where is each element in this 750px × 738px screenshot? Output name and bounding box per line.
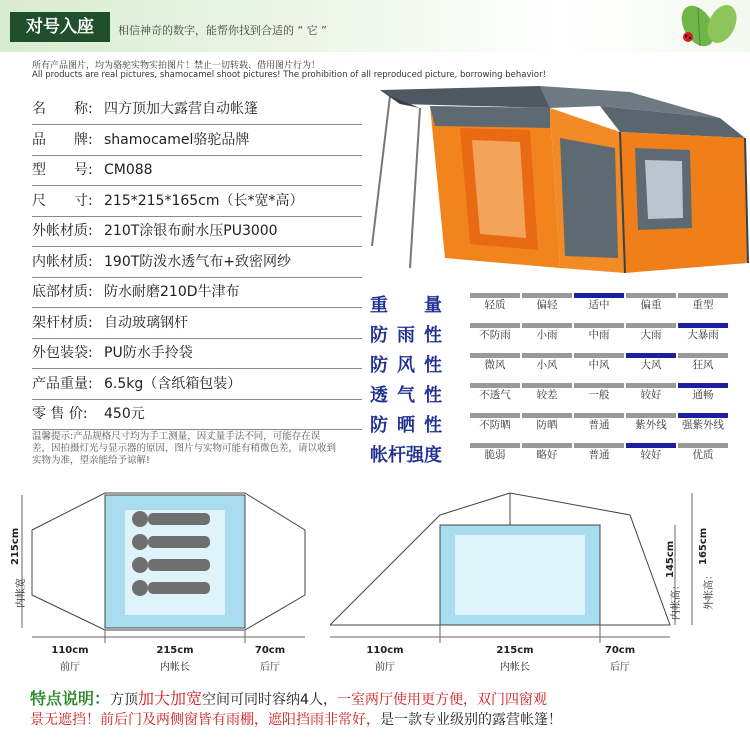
rating-option-text: 重型 bbox=[692, 299, 714, 311]
rating-option bbox=[522, 413, 572, 435]
dimension-value: 215cm bbox=[496, 645, 534, 656]
spec-key: 内帐材质: bbox=[32, 253, 93, 270]
rating-bar bbox=[678, 353, 728, 358]
rating-bar bbox=[522, 413, 572, 418]
rating-option bbox=[470, 293, 520, 315]
rating-bar bbox=[678, 443, 728, 448]
rating-option-text: 一般 bbox=[588, 389, 610, 401]
rating-option-text: 微风 bbox=[484, 359, 506, 371]
rating-option bbox=[522, 383, 572, 405]
rating-bar bbox=[522, 383, 572, 388]
rating-option-text: 小风 bbox=[536, 359, 558, 371]
feature-text-4: 景无遮挡！前后门及两侧窗皆有雨棚，遮阳挡雨非常好， bbox=[30, 712, 380, 728]
spec-key: 零 售 价: bbox=[32, 406, 88, 422]
rating-option-text: 脆弱 bbox=[484, 449, 506, 461]
dimension-label: 后厅 bbox=[260, 662, 280, 673]
spec-key: 品 牌: bbox=[32, 131, 93, 148]
spec-row bbox=[32, 156, 362, 186]
rating-option-text: 通畅 bbox=[692, 389, 714, 401]
rating-option-selected bbox=[626, 443, 676, 465]
rating-bar bbox=[626, 413, 676, 418]
rating-option bbox=[522, 293, 572, 315]
rating-bar bbox=[678, 383, 728, 388]
spec-value: 6.5kg（含纸箱包装） bbox=[104, 375, 242, 392]
spec-row bbox=[32, 370, 362, 400]
spec-key: 架杆材质: bbox=[32, 314, 93, 331]
spec-key: 外帐材质: bbox=[32, 223, 93, 239]
dimension-label: 内帐长 bbox=[160, 662, 190, 673]
rating-bar bbox=[574, 353, 624, 358]
outer-height-value: 165cm bbox=[698, 527, 709, 565]
rating-option-text: 防晒 bbox=[536, 419, 558, 431]
dimension-value: 215cm bbox=[156, 645, 194, 656]
rating-option-text: 大风 bbox=[640, 359, 662, 371]
spec-value: 四方顶加大露营自动帐篷 bbox=[104, 101, 258, 117]
rating-bar bbox=[522, 293, 572, 298]
dimension-label: 后厅 bbox=[610, 662, 630, 673]
rating-option-text: 偏轻 bbox=[536, 299, 558, 311]
feature-line-1 bbox=[30, 686, 547, 709]
rating-bar bbox=[470, 413, 520, 418]
side-view-diagram bbox=[330, 485, 750, 645]
rating-option bbox=[626, 383, 676, 405]
dimension-value: 110cm bbox=[366, 645, 404, 656]
rating-bar bbox=[626, 353, 676, 358]
tent-photo bbox=[360, 78, 750, 278]
spec-row bbox=[32, 400, 362, 430]
rating-label: 防风性 bbox=[370, 355, 451, 376]
rating-bar bbox=[626, 383, 676, 388]
rating-option bbox=[574, 353, 624, 375]
spec-value: 450元 bbox=[104, 406, 145, 422]
spec-value: 210T涂银布耐水压PU3000 bbox=[104, 223, 278, 239]
rating-bar bbox=[678, 323, 728, 328]
spec-key: 底部材质: bbox=[32, 284, 93, 300]
rating-option bbox=[574, 383, 624, 405]
rating-option bbox=[626, 323, 676, 345]
rating-bar bbox=[626, 323, 676, 328]
rating-option-text: 不防晒 bbox=[479, 419, 511, 431]
measurement-note: 温馨提示:产品规格尺寸均为手工测量，因丈量手法不同，可能存在误差，因拍摄灯光与显示器的原因，图片与实物可能有稍微色差，请以收到实物为准，望亲能给予谅解! bbox=[32, 431, 337, 466]
rating-label: 防雨性 bbox=[370, 325, 451, 346]
rating-bar bbox=[470, 353, 520, 358]
inner-width-value: 215cm bbox=[10, 527, 21, 565]
rating-label: 防晒性 bbox=[370, 415, 451, 436]
rating-option-selected bbox=[678, 413, 728, 435]
rating-option-text: 轻质 bbox=[484, 299, 506, 311]
rating-option-text: 大暴雨 bbox=[687, 329, 719, 341]
feature-text-3: 一室两厅使用更方便，双门四窗观 bbox=[336, 692, 547, 708]
rating-option bbox=[574, 413, 624, 435]
rating-bar bbox=[522, 443, 572, 448]
outer-height-label: 外帐高： bbox=[704, 570, 715, 610]
spec-row bbox=[32, 95, 362, 125]
spec-row bbox=[32, 278, 362, 308]
rating-option-text: 适中 bbox=[588, 299, 610, 311]
feature-highlight: 加大加宽 bbox=[138, 689, 203, 708]
inner-height-value: 145cm bbox=[665, 540, 676, 578]
header-banner bbox=[0, 0, 750, 52]
spec-row bbox=[32, 248, 362, 278]
top-view-diagram bbox=[0, 485, 365, 645]
rating-option-selected bbox=[678, 383, 728, 405]
rating-option-text: 中雨 bbox=[588, 329, 610, 341]
rating-option-text: 较差 bbox=[536, 389, 558, 401]
dimension-label: 内帐长 bbox=[500, 662, 530, 673]
rating-option bbox=[574, 323, 624, 345]
header-slogan: 相信神奇的数字，能帮你找到合适的 “ 它 ” bbox=[118, 24, 327, 37]
rating-option bbox=[470, 413, 520, 435]
header-badge: 对号入座 bbox=[10, 12, 110, 42]
spec-value: shamocamel骆驼品牌 bbox=[104, 131, 250, 148]
spec-value: 防水耐磨210D牛津布 bbox=[104, 284, 240, 300]
rating-option-text: 偏重 bbox=[640, 299, 662, 311]
rating-option-selected bbox=[574, 293, 624, 315]
rating-option bbox=[678, 353, 728, 375]
dimension-value: 70cm bbox=[254, 645, 286, 656]
rating-label: 透气性 bbox=[370, 385, 451, 406]
spec-row bbox=[32, 126, 362, 156]
rating-option bbox=[574, 443, 624, 465]
rating-option bbox=[522, 323, 572, 345]
rating-bar bbox=[574, 383, 624, 388]
spec-key: 型 号: bbox=[32, 162, 93, 178]
dimension-label: 前厅 bbox=[375, 662, 395, 673]
spec-value: PU防水手拎袋 bbox=[104, 345, 193, 361]
spec-key: 名 称: bbox=[32, 101, 93, 117]
rating-option bbox=[470, 383, 520, 405]
rating-option bbox=[522, 443, 572, 465]
leaf-ladybug-icon bbox=[670, 2, 745, 50]
rating-option-text: 较好 bbox=[640, 449, 662, 461]
rating-bar bbox=[574, 323, 624, 328]
rating-option-text: 狂风 bbox=[692, 359, 714, 371]
rating-option-text: 普通 bbox=[588, 419, 610, 431]
rating-bar bbox=[678, 293, 728, 298]
feature-text-2: 空间可同时容纳4人， bbox=[202, 692, 337, 708]
spec-row bbox=[32, 339, 362, 369]
copyright-notice-cn: 所有产品图片，均为骆驼实物实拍图片！禁止一切转载、借用图片行为！ bbox=[32, 61, 321, 71]
rating-option-text: 优质 bbox=[692, 449, 714, 461]
spec-value: CM088 bbox=[104, 162, 153, 178]
rating-bar bbox=[574, 293, 624, 298]
rating-bar bbox=[470, 323, 520, 328]
rating-option-text: 较好 bbox=[640, 389, 662, 401]
copyright-notice-en: All products are real pictures, shamocamel shoot pictures! The prohibition of all reproduced picture, borrowing behavior! bbox=[32, 70, 546, 80]
rating-bar bbox=[470, 293, 520, 298]
feature-text-1: 方顶 bbox=[110, 692, 139, 708]
rating-bar bbox=[626, 293, 676, 298]
rating-option bbox=[470, 353, 520, 375]
rating-option-text: 大雨 bbox=[640, 329, 662, 341]
rating-bar bbox=[522, 323, 572, 328]
rating-option bbox=[626, 293, 676, 315]
rating-option bbox=[470, 323, 520, 345]
rating-option-text: 中风 bbox=[588, 359, 610, 371]
feature-line-2 bbox=[30, 709, 562, 729]
rating-label: 帐杆强度 bbox=[370, 445, 442, 466]
rating-option-text: 不透气 bbox=[479, 389, 511, 401]
dimension-value: 110cm bbox=[51, 645, 89, 656]
rating-option-selected bbox=[626, 353, 676, 375]
inner-width-label: 内帐宽 bbox=[16, 578, 27, 608]
rating-option bbox=[678, 443, 728, 465]
rating-bar bbox=[522, 353, 572, 358]
rating-option-selected bbox=[678, 323, 728, 345]
rating-label: 重 量 bbox=[370, 295, 451, 316]
rating-option-text: 强紫外线 bbox=[682, 419, 724, 431]
feature-title: 特点说明： bbox=[30, 689, 111, 708]
rating-bar bbox=[470, 443, 520, 448]
rating-bar bbox=[470, 383, 520, 388]
rating-bar bbox=[574, 443, 624, 448]
rating-option-text: 普通 bbox=[588, 449, 610, 461]
spec-key: 外包装袋: bbox=[32, 345, 93, 361]
rating-option bbox=[678, 293, 728, 315]
spec-key: 产品重量: bbox=[32, 375, 93, 392]
rating-option bbox=[470, 443, 520, 465]
rating-bar bbox=[574, 413, 624, 418]
rating-bar bbox=[626, 443, 676, 448]
spec-row bbox=[32, 217, 362, 247]
rating-option bbox=[626, 413, 676, 435]
spec-row bbox=[32, 309, 362, 339]
rating-option-text: 略好 bbox=[536, 449, 558, 461]
spec-value: 自动玻璃钢杆 bbox=[104, 314, 188, 331]
dimension-label: 前厅 bbox=[60, 662, 80, 673]
feature-text-5: 是一款专业级别的露营帐篷！ bbox=[380, 712, 562, 728]
spec-row bbox=[32, 187, 362, 217]
rating-bar bbox=[678, 413, 728, 418]
dimension-value: 70cm bbox=[604, 645, 636, 656]
rating-option-text: 不防雨 bbox=[479, 329, 511, 341]
spec-key: 尺 寸: bbox=[32, 192, 93, 209]
rating-option bbox=[522, 353, 572, 375]
rating-option-text: 紫外线 bbox=[635, 419, 667, 431]
spec-value: 215*215*165cm（长*宽*高） bbox=[104, 192, 304, 209]
rating-option-text: 小雨 bbox=[536, 329, 558, 341]
inner-height-label: 内帐高： bbox=[671, 580, 682, 620]
spec-value: 190T防泼水透气布+致密网纱 bbox=[104, 253, 292, 270]
